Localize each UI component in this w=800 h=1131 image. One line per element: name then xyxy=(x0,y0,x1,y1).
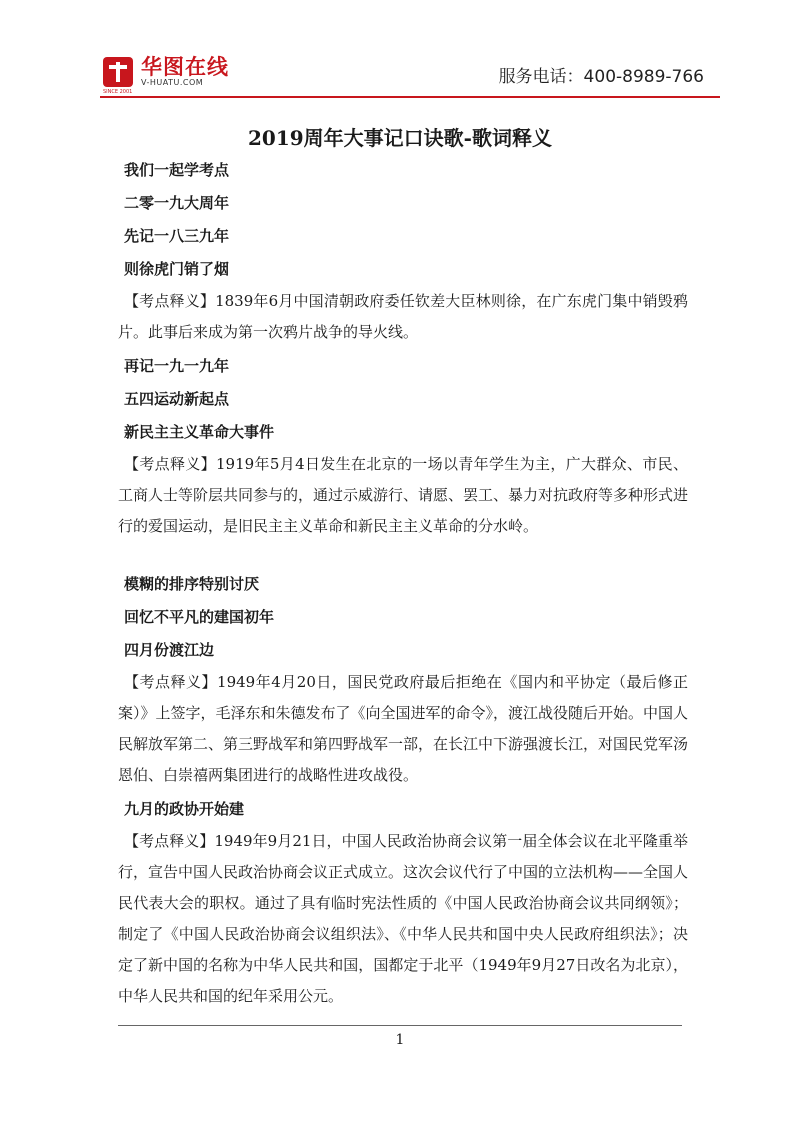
lyric-line: 再记一九一九年 xyxy=(124,357,230,375)
page-number: 1 xyxy=(395,1032,405,1048)
lyric-line: 则徐虎门销了烟 xyxy=(124,260,230,278)
lyric-line: 四月份渡江边 xyxy=(124,641,215,659)
logo-name: 华图在线 xyxy=(141,55,229,79)
lyric-line: 二零一九大周年 xyxy=(124,194,230,212)
page-header xyxy=(0,0,800,100)
service-hotline: 服务电话：400-8989-766 xyxy=(498,67,704,87)
lyric-line: 九月的政协开始建 xyxy=(124,800,245,818)
lyric-line: 我们一起学考点 xyxy=(124,161,230,179)
lyric-line: 先记一八三九年 xyxy=(124,227,230,245)
lyric-line: 新民主主义革命大事件 xyxy=(124,423,275,441)
logo-icon xyxy=(103,57,133,95)
brand-logo[interactable] xyxy=(103,55,229,95)
explanation-paragraph: 【考点释义】1949年9月21日，中国人民政治协商会议第一届全体会议在北平隆重举行，宣告中国人民政治协商会议正式成立。这次会议代行了中国的立法机构——全国人民代表大会的职权。通过了具有临时宪法性质的《中国人民政治协商会议共同纲领》；制定了《中国人民政治协商会议组织法》、《中华人民共和国中央人民政府组织法》；决定了新中国的名称为中华人民共和国，国都定于北平（1949年9月27日改名为北京），中华人民共和国的纪年采用公元。 xyxy=(118,832,689,1005)
footer-divider xyxy=(118,1025,682,1026)
logo-since: SINCE 2001 xyxy=(103,88,133,95)
explanation-paragraph: 【考点释义】1919年5月4日发生在北京的一场以青年学生为主，广大群众、市民、工商人士等阶层共同参与的，通过示威游行、请愿、罢工、暴力对抗政府等多种形式进行的爱国运动，是旧民主主义革命和新民主主义革命的分水岭。 xyxy=(118,455,689,535)
document-title: 2019周年大事记口诀歌-歌词释义 xyxy=(248,126,552,150)
document-body xyxy=(118,160,688,1020)
header-divider xyxy=(100,96,720,98)
lyric-line: 模糊的排序特别讨厌 xyxy=(124,575,260,593)
section-1839 xyxy=(118,160,688,348)
section-1949-april xyxy=(118,574,688,791)
section-1919 xyxy=(118,356,688,542)
lyric-line: 五四运动新起点 xyxy=(124,390,230,408)
logo-url: V-HUATU.COM xyxy=(141,78,204,87)
section-spacer xyxy=(118,550,688,574)
lyric-line: 回忆不平凡的建国初年 xyxy=(124,608,275,626)
logo-text xyxy=(141,56,229,87)
section-1949-september xyxy=(118,799,688,1012)
explanation-paragraph: 【考点释义】1839年6月中国清朝政府委任钦差大臣林则徐，在广东虎门集中销毁鸦片。此事后来成为第一次鸦片战争的导火线。 xyxy=(118,292,688,341)
explanation-paragraph: 【考点释义】1949年4月20日，国民党政府最后拒绝在《国内和平协定（最后修正案）》上签字，毛泽东和朱德发布了《向全国进军的命令》，渡江战役随后开始。中国人民解放军第二、第三野战军和第四野战军一部，在长江中下游强渡长江，对国民党军汤恩伯、白崇禧两集团进行的战略性进攻战役。 xyxy=(118,673,689,784)
